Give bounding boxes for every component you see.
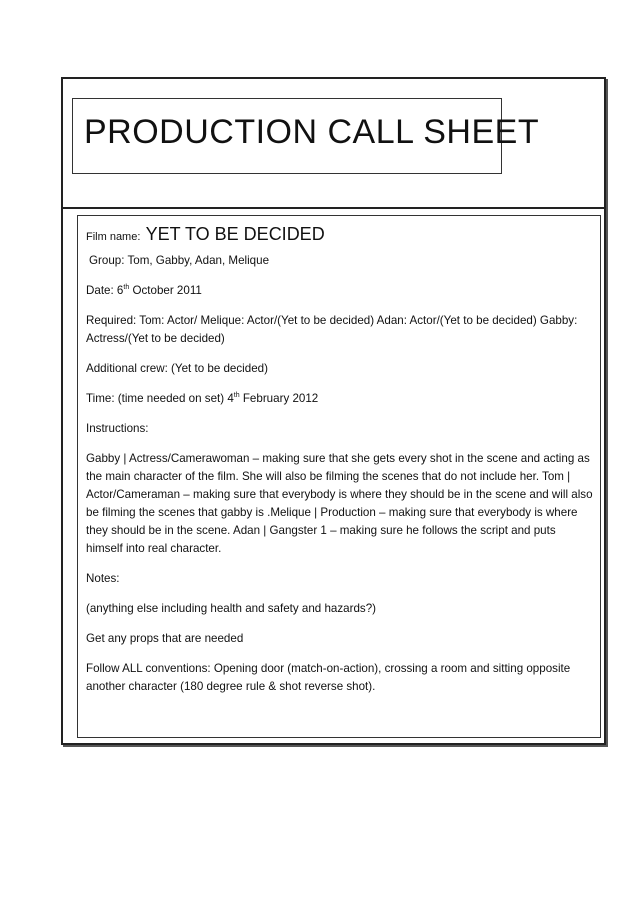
instructions-label: Instructions:	[86, 422, 149, 435]
required-line: Required: Tom: Actor/ Melique: Actor/(Yet to be decided) Adan: Actor/(Yet to be decided) Gabby: Actress/(Yet to be decided)	[86, 314, 578, 345]
date-suffix: October 2011	[129, 284, 202, 297]
date-ordinal: th	[123, 284, 130, 292]
time-ordinal: th	[233, 392, 240, 400]
notes-conventions: Follow ALL conventions: Opening door (match-on-action), crossing a room and sitting opposite another character (180 degree rule & shot reverse shot).	[86, 662, 571, 693]
additional-crew-line: Additional crew: (Yet to be decided)	[86, 362, 268, 375]
instructions-body: Gabby | Actress/Camerawoman – making sure that she gets every shot in the scene and acting as the main character of the film. She will also be filming the scenes that do not include her. Tom | Actor/Cameraman – making sure that everybody is where they should be in the scene and will also be filming the scenes that gabby is .Melique | Production – making sure that everybody is where they should be in the scene. Adan | Gangster 1 – making sure he follows the script and puts himself into real character.	[86, 452, 593, 555]
film-name-line	[86, 225, 594, 246]
call-sheet-frame	[61, 77, 606, 745]
title-box	[72, 98, 540, 174]
details-box	[77, 215, 601, 738]
notes-health: (anything else including health and safety and hazards?)	[86, 602, 377, 615]
time-line	[86, 390, 594, 408]
group-line: Group: Tom, Gabby, Adan, Melique	[89, 254, 270, 267]
film-name-value: YET TO BE DECIDED	[145, 224, 325, 244]
date-prefix: Date: 6	[86, 284, 124, 297]
time-suffix: February 2012	[239, 392, 319, 405]
time-prefix: Time: (time needed on set) 4	[86, 392, 234, 405]
page-title: PRODUCTION CALL SHEET	[84, 113, 540, 151]
date-line	[86, 282, 594, 300]
header-section	[63, 79, 604, 209]
notes-label: Notes:	[86, 572, 120, 585]
film-name-label: Film name:	[86, 231, 141, 243]
notes-props: Get any props that are needed	[86, 632, 244, 645]
